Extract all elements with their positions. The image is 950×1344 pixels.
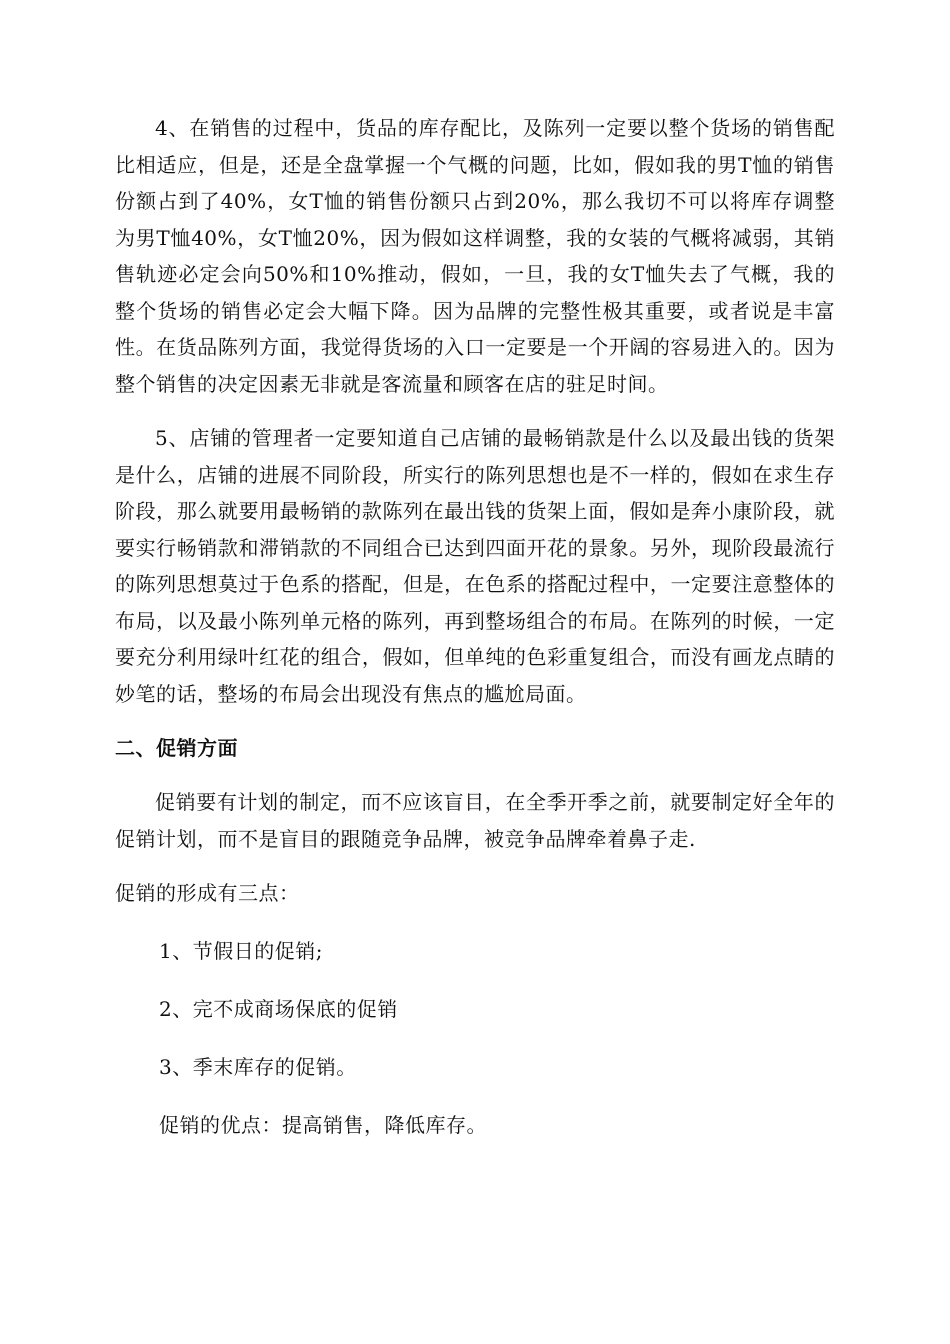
promotion-form-item: 2、完不成商场保底的促销 (159, 997, 398, 1021)
section-heading-promotion: 二、促销方面 (115, 736, 238, 760)
promotion-form-item: 3、季末库存的促销。 (159, 1055, 357, 1079)
paragraph-5-store-management: 5、店铺的管理者一定要知道自己店铺的最畅销款是什么以及最出钱的货架是什么，店铺的进展不同阶段，所实行的陈列思想也是不一样的，假如在求生存阶段，那么就要用最畅销的款陈列在最出钱的货架上面，假如是奔小康阶段，就要实行畅销款和滞销款的不同组合已达到四面开花的景象。另外，现阶段最流行的陈列思想莫过于色系的搭配，但是，在色系的搭配过程中，一定要注意整体的布局，以及最小陈列单元格的陈列，再到整场组合的布局。在陈列的时候，一定要充分利用绿叶红花的组合，假如，但单纯的色彩重复组合，而没有画龙点睛的妙笔的话，整场的布局会出现没有焦点的尴尬局面。 (115, 426, 835, 706)
paragraph-4-inventory-display: 4、在销售的过程中，货品的库存配比，及陈列一定要以整个货场的销售配比相适应，但是，还是全盘掌握一个气概的问题，比如，假如我的男T恤的销售份额占到了40%，女T恤的销售份额只占到20%，那么我切不可以将库存调整为男T恤40%，女T恤20%，因为假如这样调整，我的女装的气概将减弱，其销售轨迹必定会向50%和10%推动，假如，一旦，我的女T恤失去了气概，我的整个货场的销售必定会大幅下降。因为品牌的完整性极其重要，或者说是丰富性。在货品陈列方面，我觉得货场的入口一定要是一个开阔的容易进入的。因为整个销售的决定因素无非就是客流量和顾客在店的驻足时间。 (115, 116, 835, 396)
document-page (115, 110, 835, 1165)
promotion-forms-label: 促销的形成有三点： (115, 881, 300, 905)
promotion-form-item: 1、节假日的促销; (159, 939, 323, 963)
promotion-advantage: 促销的优点：提高销售，降低库存。 (159, 1113, 487, 1137)
promotion-intro-paragraph: 促销要有计划的制定，而不应该盲目，在全季开季之前，就要制定好全年的促销计划，而不是盲目的跟随竞争品牌，被竞争品牌牵着鼻子走. (115, 790, 835, 851)
